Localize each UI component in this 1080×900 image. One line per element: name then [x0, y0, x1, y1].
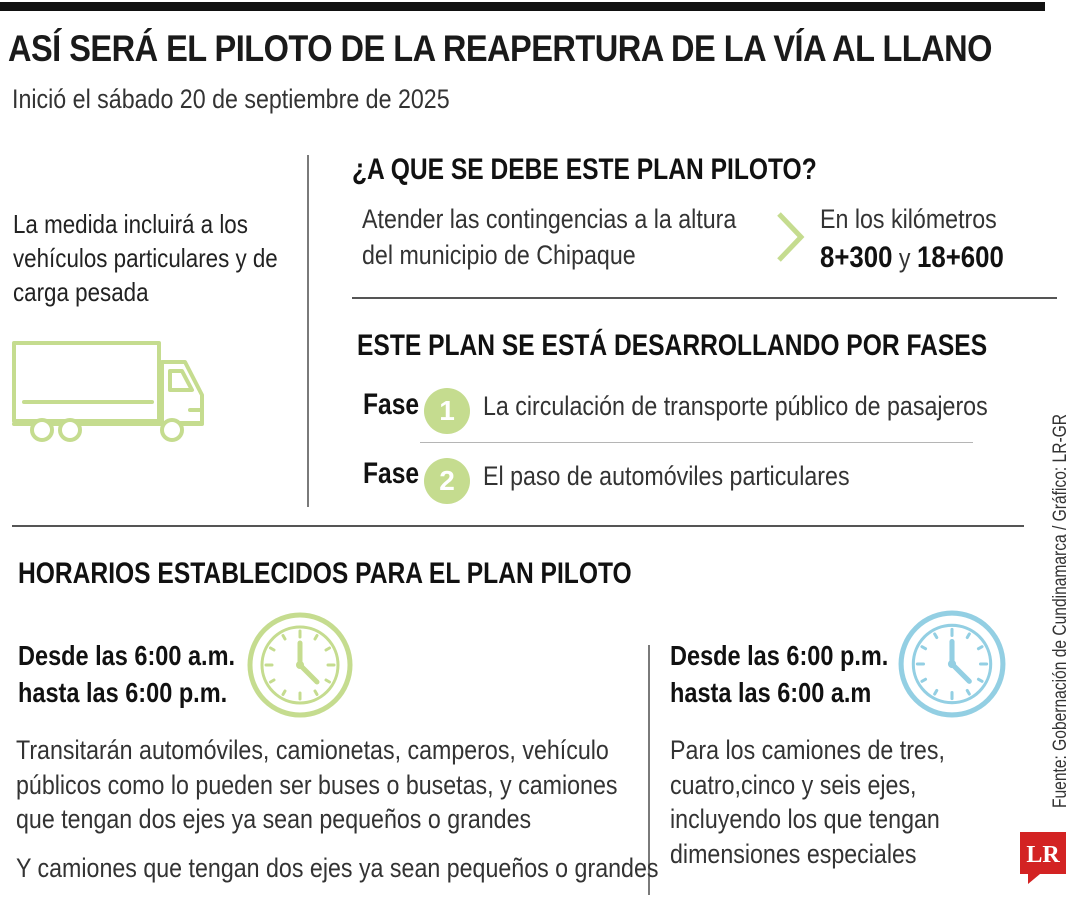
day-schedule-from: Desde las 6:00 a.m. — [18, 640, 236, 671]
day-schedule-text-extra: Y camiones que tengan dos ejes ya sean pequeños o grandes — [16, 853, 659, 883]
truck-icon — [12, 340, 207, 451]
phases-heading: ESTE PLAN SE ESTÁ DESARROLLANDO POR FASES — [357, 329, 988, 362]
night-schedule-from: Desde las 6:00 p.m. — [670, 640, 889, 671]
km-b: 18+600 — [917, 240, 1004, 274]
phase-1-number: 1 — [424, 388, 470, 434]
km-intro: En los kilómetros — [820, 204, 997, 234]
source-credit: Fuente: Gobernación de Cundinamarca / Gráfico: LR-GR — [1050, 413, 1071, 808]
phase-1-label: Fase — [363, 388, 420, 421]
chevron-right-icon — [775, 210, 807, 269]
day-schedule-to: hasta las 6:00 p.m. — [18, 677, 228, 709]
phase-2-label: Fase — [363, 457, 420, 490]
clock-icon — [245, 610, 355, 725]
phase-1-text: La circulación de transporte público de pasajeros — [483, 391, 988, 421]
column-divider — [307, 155, 309, 507]
night-schedule-to: hasta las 6:00 a.m — [670, 677, 872, 709]
page-title: ASÍ SERÁ EL PILOTO DE LA REAPERTURA DE LA VÍA AL LLANO — [8, 28, 992, 69]
schedule-divider — [12, 525, 1024, 527]
top-rule — [0, 2, 1045, 11]
page-subtitle: Inició el sábado 20 de septiembre de 2025 — [12, 84, 450, 114]
night-schedule-text: Para los camiones de tres, cuatro,cinco y seis ejes, incluyendo los que tengan dimensiones especiales — [670, 735, 945, 869]
day-schedule-time — [18, 637, 235, 711]
reason-heading: ¿A QUE SE DEBE ESTE PLAN PILOTO? — [352, 153, 817, 186]
lr-logo — [1020, 832, 1066, 884]
km-a: 8+300 — [820, 240, 893, 274]
phase-2-text: El paso de automóviles particulares — [483, 461, 850, 491]
night-schedule-time — [670, 637, 888, 711]
phase-divider — [420, 442, 973, 443]
km-info — [820, 202, 1061, 278]
reason-text: Atender las contingencias a la altura del municipio de Chipaque — [362, 204, 737, 270]
phase-2-number: 2 — [424, 458, 470, 504]
schedules-heading: HORARIOS ESTABLECIDOS PARA EL PLAN PILOTO — [18, 557, 632, 590]
section-divider — [352, 297, 1057, 299]
clock-icon — [896, 608, 1008, 725]
day-schedule-text: Transitarán automóviles, camionetas, camperos, vehículo públicos como lo pueden ser buses o busetas, y camiones que tengan dos ejes ya sean pequeños o grandes — [16, 735, 618, 835]
km-join: y — [898, 242, 911, 273]
vehicles-info-text: La medida incluirá a los vehículos particulares y de carga pesada — [13, 209, 278, 307]
svg-text:LR: LR — [1026, 842, 1060, 868]
